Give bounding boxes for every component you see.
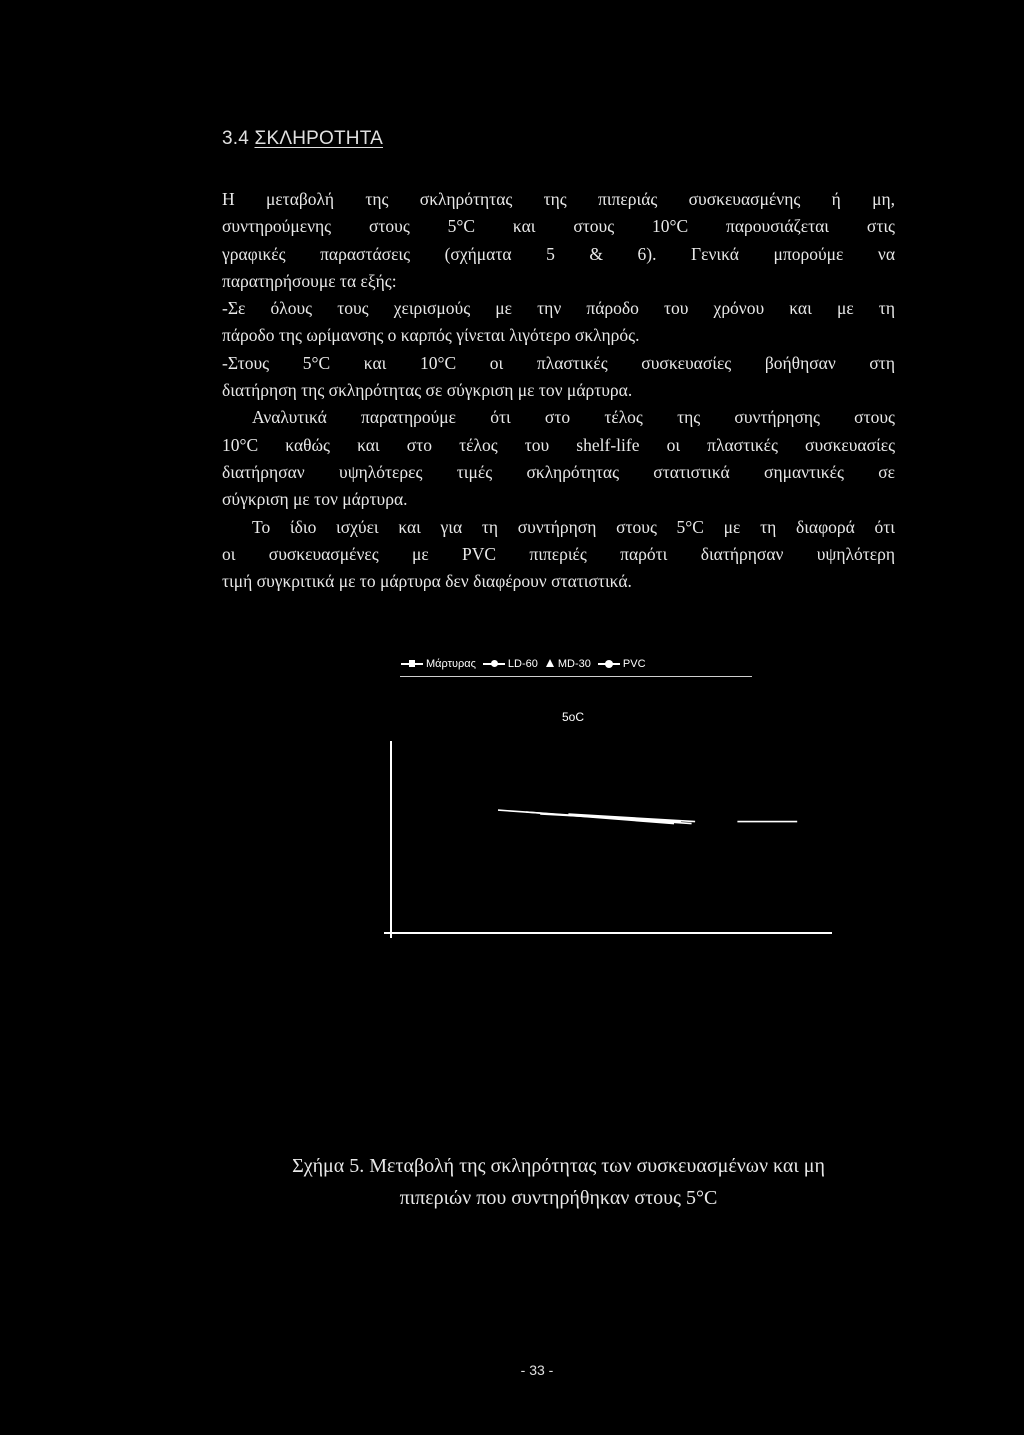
legend-underline: [400, 676, 752, 677]
text-line: παρατηρήσουμε τα εξής:: [222, 270, 397, 291]
section-number: 3.4: [222, 128, 250, 149]
text-line: οι συσκευασμένες με PVC πιπεριές παρότι διατήρησαν υψηλότερη: [222, 543, 895, 564]
series-line-2-0: [540, 814, 681, 822]
text-line: -Σε όλους τους χειρισμούς με την πάροδο του χρόνου και με τη: [222, 298, 895, 319]
figure-caption: [222, 1150, 895, 1214]
circle-marker-icon: [598, 659, 620, 669]
legend-label: Μάρτυρας: [426, 658, 476, 670]
chart-plot: [380, 735, 840, 945]
caption-line: Σχήμα 5. Μεταβολή της σκληρότητας των συσκευασμένων και μη: [292, 1155, 825, 1177]
caption-line: πιπεριών που συντηρήθηκαν στους 5°C: [399, 1187, 718, 1209]
text-line: Το ίδιο ισχύει και για τη συντήρηση στους 5°C με τη διαφορά ότι: [252, 516, 895, 537]
legend-item-ld60: [483, 658, 538, 670]
text-line: διατήρηση της σκληρότητας σε σύγκριση με τον μάρτυρα.: [222, 380, 633, 401]
text-line: Η μεταβολή της σκληρότητας της πιπεριάς συσκευασμένης ή μη,: [222, 189, 895, 209]
legend-label: MD-30: [557, 658, 591, 670]
legend-label: LD-60: [507, 658, 538, 670]
chart-subtitle: 5oC: [562, 710, 585, 724]
legend-item-pvc: [598, 658, 646, 670]
triangle-marker-icon: [545, 659, 555, 669]
text-line: διατήρησαν υψηλότερες τιμές σκληρότητας στατιστικά σημαντικές σε: [222, 461, 895, 482]
section-heading: [222, 128, 383, 150]
section-title: ΣΚΛΗΡΟΤΗΤΑ: [254, 128, 383, 149]
legend-label: PVC: [622, 658, 646, 670]
square-marker-icon: [401, 659, 423, 669]
text-line: σύγκριση με τον μάρτυρα.: [222, 489, 408, 510]
page-number: - 33 -: [520, 1362, 554, 1378]
chart-legend: [401, 655, 751, 673]
circle-marker-icon: [483, 659, 505, 669]
text-line: τιμή συγκριτικά με το μάρτυρα δεν διαφέρουν στατιστικά.: [222, 571, 632, 592]
body-text: [222, 186, 895, 595]
text-line: συντηρούμενης στους 5°C και στους 10°C παρουσιάζεται στις: [222, 216, 895, 237]
text-line: -Στους 5°C και 10°C οι πλαστικές συσκευασίες βοήθησαν στη: [222, 352, 895, 373]
legend-item-martyras: [401, 658, 476, 670]
text-line: Αναλυτικά παρατηρούμε ότι στο τέλος της συντήρησης στους: [252, 407, 895, 428]
legend-item-md30: [545, 658, 591, 670]
text-line: 10°C καθώς και στο τέλος του shelf-life οι πλαστικές συσκευασίες: [222, 434, 895, 455]
text-line: πάροδο της ωρίμανσης ο καρπός γίνεται λιγότερο σκληρός.: [222, 325, 640, 346]
text-line: γραφικές παραστάσεις (σχήματα 5 & 6). Γενικά μπορούμε να: [222, 243, 895, 264]
